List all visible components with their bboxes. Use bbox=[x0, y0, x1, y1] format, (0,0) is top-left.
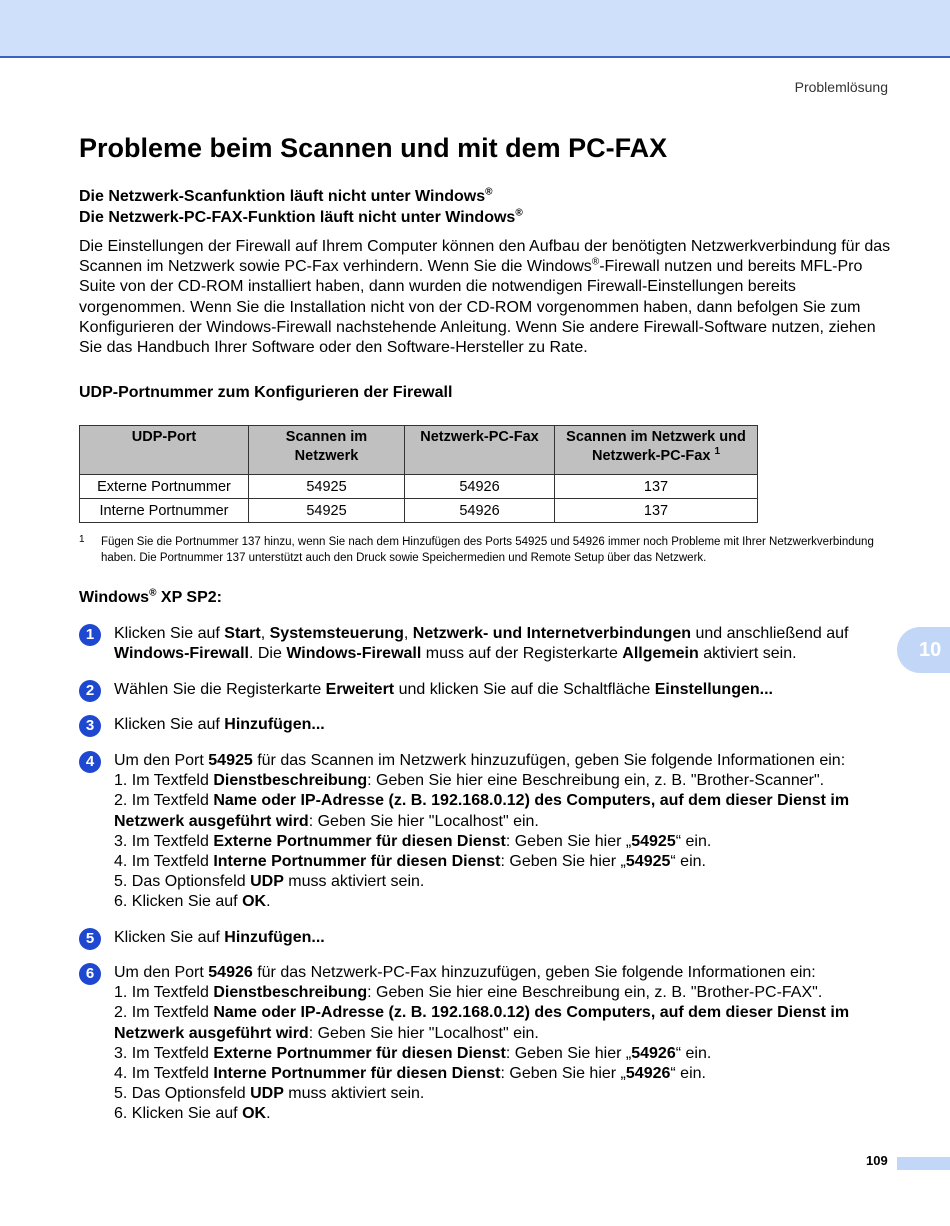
step-line bbox=[114, 1084, 894, 1104]
step-text bbox=[114, 680, 894, 700]
table-cell: 137 bbox=[555, 499, 758, 523]
text-span: Wählen Sie die Registerkarte bbox=[114, 681, 326, 698]
subheading-pcfax-text: Die Netzwerk-PC-FAX-Funktion läuft nicht unter Windows bbox=[79, 209, 516, 226]
step-text bbox=[114, 928, 894, 948]
text-span: Einstellungen... bbox=[654, 681, 773, 698]
step-number-badge: 2 bbox=[79, 680, 101, 702]
os-heading-suffix: XP SP2: bbox=[156, 589, 222, 606]
table-header-cell bbox=[555, 426, 758, 475]
table-row bbox=[80, 499, 758, 523]
os-heading bbox=[79, 588, 222, 608]
step-number-badge: 1 bbox=[79, 624, 101, 646]
step-5 bbox=[79, 928, 894, 948]
text-span: “ ein. bbox=[675, 1044, 712, 1062]
text-span: 54926 bbox=[208, 964, 253, 981]
header-band bbox=[0, 0, 950, 58]
text-span: Erweitert bbox=[325, 681, 395, 698]
step-6 bbox=[79, 963, 894, 1125]
step-line bbox=[114, 1104, 894, 1124]
text-span: und klicken Sie auf die Schaltfläche bbox=[394, 681, 655, 698]
table-row bbox=[80, 475, 758, 499]
text-span: Windows-Firewall bbox=[114, 645, 249, 663]
text-span: 1. Im Textfeld bbox=[114, 772, 214, 790]
text-span: 2. Im Textfeld bbox=[114, 792, 214, 810]
text-span: muss aktiviert sein. bbox=[283, 873, 425, 891]
table-header-cell: Scannen im Netzwerk bbox=[249, 426, 405, 475]
text-span: 2. Im Textfeld bbox=[114, 1004, 214, 1022]
intro-paragraph bbox=[79, 237, 894, 358]
text-span: OK bbox=[242, 893, 267, 911]
step-line bbox=[114, 1044, 894, 1064]
running-header: Problemlösung bbox=[794, 79, 888, 95]
text-span: UDP bbox=[250, 873, 284, 891]
text-span: Hinzufügen... bbox=[224, 716, 325, 733]
step-1 bbox=[79, 624, 894, 664]
subheading-scan-text: Die Netzwerk-Scanfunktion läuft nicht unter Windows bbox=[79, 188, 486, 205]
table-cell: 54926 bbox=[405, 499, 555, 523]
table-heading: UDP-Portnummer zum Konfigurieren der Firewall bbox=[79, 384, 453, 401]
step-number-badge: 6 bbox=[79, 963, 101, 985]
chapter-tab: 10 bbox=[897, 627, 950, 673]
footnote-text: Fügen Sie die Portnummer 137 hinzu, wenn Sie nach dem Hinzufügen des Ports 54925 und 54926 immer noch Probleme mit Ihrer Netzwerkverbindung haben. Die Portnummer 137 unterstützt auch den Druck sowie Speichermedien und Remote Setup über das Netzwerk. bbox=[101, 536, 874, 564]
step-text bbox=[114, 715, 894, 735]
table-cell: Externe Portnummer bbox=[80, 475, 249, 499]
step-3 bbox=[79, 715, 894, 735]
text-span: Dienstbeschreibung bbox=[213, 772, 368, 790]
text-span: OK bbox=[242, 1105, 267, 1123]
step-number-badge: 3 bbox=[79, 715, 101, 737]
step-line bbox=[114, 983, 894, 1003]
text-span: Name oder IP-Adresse (z. B. 192.168.0.12) des Computers, auf dem dieser Dienst im Netzwerk ausgeführt wird bbox=[114, 792, 850, 830]
text-span: UDP bbox=[250, 1085, 284, 1103]
text-span: Externe Portnummer für diesen Dienst bbox=[213, 832, 506, 850]
page-number: 109 bbox=[866, 1153, 888, 1168]
text-span: Systemsteuerung bbox=[269, 625, 404, 642]
text-span: 5. Das Optionsfeld bbox=[114, 873, 251, 891]
text-span: Dienstbeschreibung bbox=[213, 984, 368, 1002]
step-line bbox=[114, 832, 894, 852]
text-span: “ ein. bbox=[670, 853, 706, 871]
page-footer-bar bbox=[897, 1157, 950, 1170]
registered-mark: ® bbox=[515, 207, 523, 219]
text-span: 3. Im Textfeld bbox=[114, 832, 214, 850]
table-cell: Interne Portnummer bbox=[80, 499, 249, 523]
step-text bbox=[114, 624, 894, 664]
text-span: Klicken Sie auf bbox=[114, 716, 225, 733]
text-span: Name oder IP-Adresse (z. B. 192.168.0.12) des Computers, auf dem dieser Dienst im Netzwerk ausgeführt wird bbox=[114, 1004, 850, 1042]
text-span: “ ein. bbox=[670, 1065, 706, 1083]
text-span: Interne Portnummer für diesen Dienst bbox=[213, 1065, 501, 1083]
table-header-text: Scannen im Netzwerk und Netzwerk-PC-Fax bbox=[566, 429, 746, 464]
step-number-badge: 4 bbox=[79, 751, 101, 773]
text-span: aktiviert sein. bbox=[698, 645, 797, 663]
text-span: 6. Klicken Sie auf bbox=[114, 1105, 243, 1123]
step-line bbox=[114, 771, 894, 791]
subheading-scan bbox=[79, 187, 492, 207]
table-header-cell: Netzwerk-PC-Fax bbox=[405, 426, 555, 475]
text-span: : Geben Sie hier „ bbox=[505, 832, 632, 850]
text-span: , bbox=[260, 625, 270, 642]
text-span: Um den Port bbox=[114, 752, 209, 769]
footnote bbox=[79, 534, 889, 566]
text-span: für das Scannen im Netzwerk hinzuzufügen, geben Sie folgende Informationen ein: bbox=[252, 752, 846, 769]
text-span: 54925 bbox=[208, 752, 253, 769]
text-span: . bbox=[266, 893, 271, 911]
text-span: : Geben Sie hier eine Beschreibung ein, z. B. "Brother-PC-FAX". bbox=[367, 984, 823, 1002]
text-span: Start bbox=[224, 625, 261, 642]
os-heading-prefix: Windows bbox=[79, 589, 150, 606]
text-span: 6. Klicken Sie auf bbox=[114, 893, 243, 911]
text-span: muss aktiviert sein. bbox=[283, 1085, 425, 1103]
text-span: Um den Port bbox=[114, 964, 209, 981]
table-header-cell: UDP-Port bbox=[80, 426, 249, 475]
step-text bbox=[114, 751, 894, 913]
registered-mark: ® bbox=[591, 256, 600, 268]
text-span: Allgemein bbox=[622, 645, 699, 663]
text-span: : Geben Sie hier "Localhost" ein. bbox=[308, 812, 539, 830]
table-cell: 137 bbox=[555, 475, 758, 499]
step-line bbox=[114, 751, 894, 771]
step-2 bbox=[79, 680, 894, 700]
port-table-wrapper bbox=[79, 425, 758, 523]
footnote-number: 1 bbox=[79, 534, 85, 545]
table-cell: 54926 bbox=[405, 475, 555, 499]
text-span: Klicken Sie auf bbox=[114, 929, 225, 946]
text-span: . bbox=[266, 1105, 271, 1123]
intro-text-1: Die Einstellungen der Firewall auf Ihrem Computer können den Aufbau der benötigten Netzwerkverbindung für das Scannen im Netzwerk sowie PC-Fax verhindern. Wenn Sie die Windows bbox=[79, 238, 891, 276]
text-span: . Die bbox=[248, 645, 287, 663]
text-span: : Geben Sie hier „ bbox=[505, 1044, 632, 1062]
text-span: 5. Das Optionsfeld bbox=[114, 1085, 251, 1103]
text-span: Hinzufügen... bbox=[224, 929, 325, 946]
registered-mark: ® bbox=[149, 587, 157, 599]
text-span: 3. Im Textfeld bbox=[114, 1044, 214, 1062]
text-span: Windows-Firewall bbox=[286, 645, 422, 663]
text-span: “ ein. bbox=[675, 832, 712, 850]
text-span: Externe Portnummer für diesen Dienst bbox=[213, 1044, 506, 1062]
step-line bbox=[114, 1003, 894, 1043]
table-cell: 54925 bbox=[249, 475, 405, 499]
text-span: , bbox=[403, 625, 413, 642]
text-span: Netzwerk- und Internetverbindungen bbox=[412, 625, 692, 642]
step-line bbox=[114, 1064, 894, 1084]
table-cell: 54925 bbox=[249, 499, 405, 523]
text-span: 54925 bbox=[631, 832, 676, 850]
text-span: für das Netzwerk-PC-Fax hinzuzufügen, geben Sie folgende Informationen ein: bbox=[252, 964, 816, 981]
registered-mark: ® bbox=[485, 186, 493, 198]
text-span: 54925 bbox=[625, 853, 671, 871]
text-span: muss auf der Registerkarte bbox=[421, 645, 623, 663]
step-line bbox=[114, 852, 894, 872]
step-line bbox=[114, 963, 894, 983]
text-span: und anschließend auf bbox=[691, 625, 849, 642]
text-span: 4. Im Textfeld bbox=[114, 853, 214, 871]
step-4 bbox=[79, 751, 894, 913]
port-table bbox=[79, 425, 758, 523]
intro-text-2: -Firewall nutzen und bereits MFL-Pro Suite von der CD-ROM installiert haben, dann wurden die notwendigen Firewall-Einstellungen bereits vorgenommen. Wenn Sie die Installation nicht von der CD-ROM vorgenommen haben, dann befolgen Sie zum Konfigurieren der Windows-Firewall nachstehende Anleitung. Wenn Sie andere Firewall-Software nutzen, ziehen Sie das Handbuch Ihrer Software oder den Software-Hersteller zu Rate. bbox=[79, 258, 876, 357]
subheading-pcfax bbox=[79, 208, 523, 228]
step-text bbox=[114, 963, 894, 1125]
text-span: 1. Im Textfeld bbox=[114, 984, 214, 1002]
text-span: : Geben Sie hier „ bbox=[500, 1065, 626, 1083]
text-span: : Geben Sie hier eine Beschreibung ein, z. B. "Brother-Scanner". bbox=[367, 772, 825, 790]
text-span: Klicken Sie auf bbox=[114, 625, 225, 642]
text-span: 4. Im Textfeld bbox=[114, 1065, 214, 1083]
text-span: : Geben Sie hier "Localhost" ein. bbox=[308, 1024, 539, 1042]
table-header-row bbox=[80, 426, 758, 475]
text-span: 54926 bbox=[625, 1065, 671, 1083]
step-line bbox=[114, 892, 894, 912]
text-span: 54926 bbox=[631, 1044, 676, 1062]
footnote-ref: 1 bbox=[714, 446, 721, 458]
page-title: Probleme beim Scannen und mit dem PC-FAX bbox=[79, 133, 668, 163]
text-span: Interne Portnummer für diesen Dienst bbox=[213, 853, 501, 871]
step-number-badge: 5 bbox=[79, 928, 101, 950]
step-line bbox=[114, 791, 894, 831]
step-line bbox=[114, 872, 894, 892]
text-span: : Geben Sie hier „ bbox=[500, 853, 626, 871]
